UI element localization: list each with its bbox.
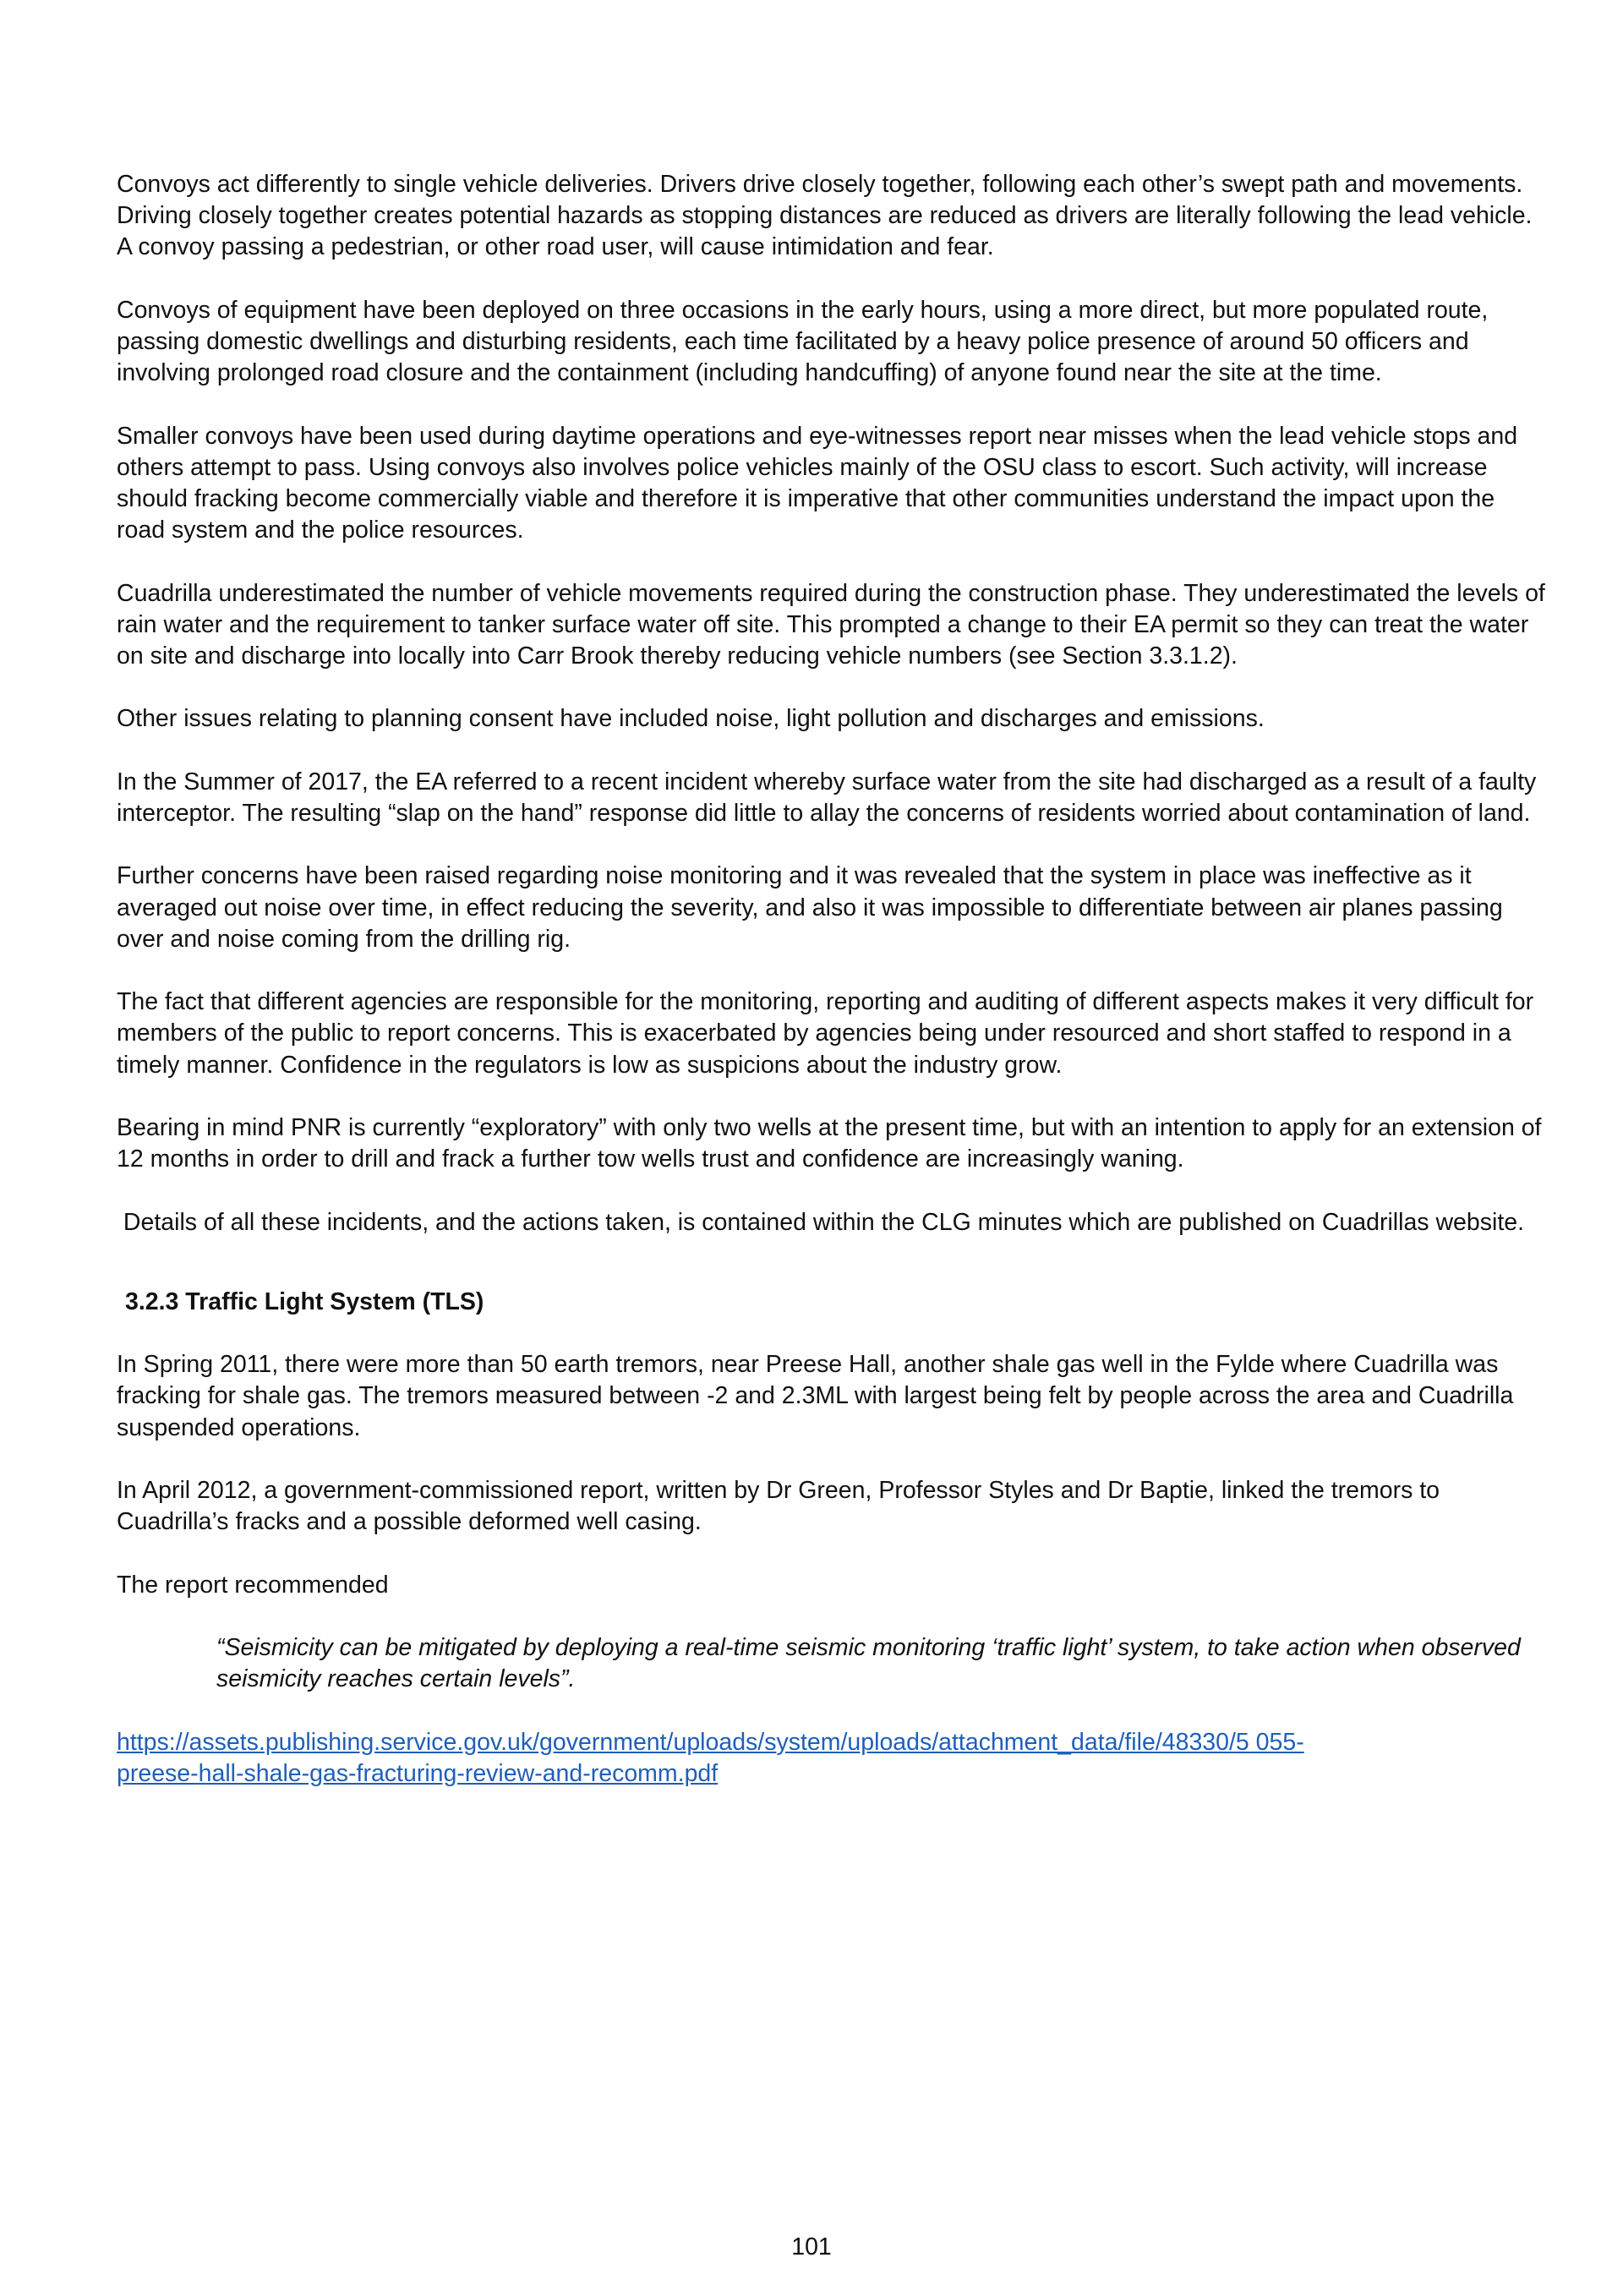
- paragraph-spring-2011: In Spring 2011, there were more than 50 earth tremors, near Preese Hall, another shale gas well in the Fylde where Cuadrilla was fracking for shale gas. The tremors measured between -2 and 2.3ML with largest being felt by people across the area and Cuadrilla suspended operations.: [117, 1351, 1514, 1441]
- paragraph-planning-consent: Other issues relating to planning consent have included noise, light pollution and discharges and emissions.: [117, 705, 1265, 733]
- paragraph-vehicle-movements: Cuadrilla underestimated the number of vehicle movements required during the construction phase. They underestimated the levels of rain water and the requirement to tanker surface water off site. This prompted a change to their EA permit so they can treat the water on site and discharge into locally into Carr Brook thereby reducing vehicle numbers (see Section 3.3.1.2).: [117, 579, 1545, 670]
- paragraph-ea-incident: In the Summer of 2017, the EA referred to a recent incident whereby surface water from the site had discharged as a result of a faulty interceptor. The resulting “slap on the hand” response did little to allay the concerns of residents worried about contamination of land.: [117, 768, 1537, 827]
- report-link[interactable]: [117, 1727, 1469, 1790]
- section-heading: 3.2.3 Traffic Light System (TLS): [125, 1287, 484, 1315]
- paragraph-april-2012: In April 2012, a government-commissioned report, written by Dr Green, Professor Styles and Dr Baptie, linked the tremors to Cuadrilla’s fracks and a possible deformed well casing.: [117, 1476, 1440, 1536]
- report-link-line-1: https://assets.publishing.service.gov.uk/government/uploads/system/uploads/attachment_data/file/48330/5 055-: [117, 1728, 1304, 1756]
- paragraph-noise-monitoring: Further concerns have been raised regarding noise monitoring and it was revealed that the system in place was ineffective as it averaged out noise over time, in effect reducing the severity, and also it was impossible to differentiate between air planes passing over and noise coming from the drilling rig.: [117, 862, 1503, 953]
- paragraph-smaller-convoys: Smaller convoys have been used during daytime operations and eye-witnesses report near misses when the lead vehicle stops and others attempt to pass. Using convoys also involves police vehicles mainly of the OSU class to escort. Such activity, will increase should fracking become commercially viable and therefore it is imperative that other communities understand the impact upon the road system and the police resources.: [117, 422, 1518, 544]
- report-quote: “Seismicity can be mitigated by deploying a real-time seismic monitoring ‘traffic light’ system, to take action when observed seismicity reaches certain levels”.: [216, 1633, 1521, 1693]
- paragraph-convoys-behaviour: Convoys act differently to single vehicle deliveries. Drivers drive closely together, following each other’s swept path and movements. Driving closely together creates potential hazards as stopping distances are reduced as drivers are literally following the lead vehicle. A convoy passing a pedestrian, or other road user, will cause intimidation and fear.: [117, 171, 1533, 261]
- document-body: [117, 169, 1545, 1790]
- paragraph-report-recommended: The report recommended: [117, 1571, 389, 1599]
- paragraph-clg-minutes: Details of all these incidents, and the actions taken, is contained within the CLG minutes which are published on Cuadrillas website.: [117, 1208, 1525, 1236]
- page-number: 101: [791, 2233, 832, 2260]
- report-link-line-2: preese-hall-shale-gas-fracturing-review-and-recomm.pdf: [117, 1759, 719, 1787]
- paragraph-pnr-exploratory: Bearing in mind PNR is currently “exploratory” with only two wells at the present time, but with an intention to apply for an extension of 12 months in order to drill and frack a further tow wells trust and confidence are increasingly waning.: [117, 1113, 1542, 1173]
- paragraph-convoys-equipment: Convoys of equipment have been deployed on three occasions in the early hours, using a more direct, but more populated route, passing domestic dwellings and disturbing residents, each time facilitated by a heavy police presence of around 50 officers and involving prolonged road closure and the containment (including handcuffing) of anyone found near the site at the time.: [117, 296, 1489, 387]
- paragraph-agencies: The fact that different agencies are responsible for the monitoring, reporting and auditing of different aspects makes it very difficult for members of the public to report concerns. This is exacerbated by agencies being under resourced and short staffed to respond in a timely manner. Confidence in the regulators is low as suspicions about the industry grow.: [117, 988, 1534, 1079]
